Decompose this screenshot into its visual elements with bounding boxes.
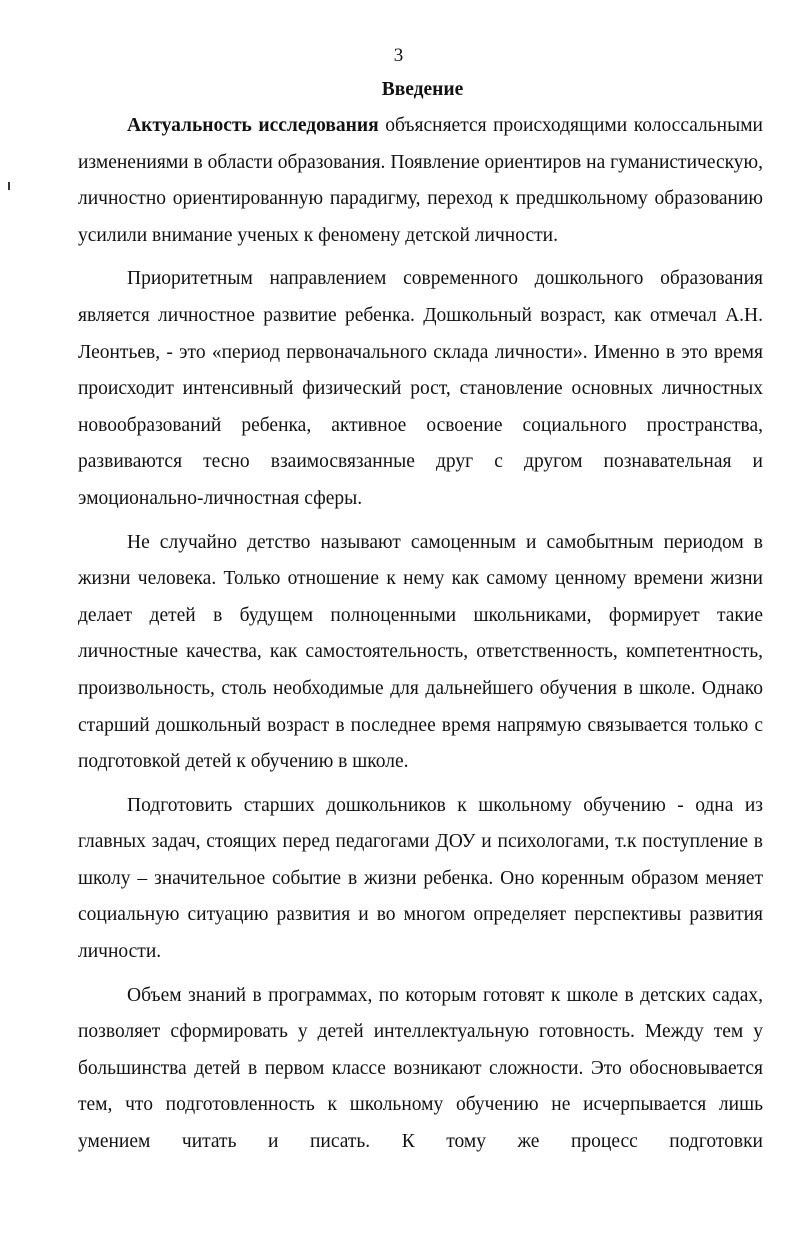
- paragraph-3: Не случайно детство называют самоценным и самобытным периодом в жизни человека. Только отношение к нему как самому ценному времени жизни делает детей в будущем полноценными школьниками, формирует такие личностные качества, как самостоятельность, ответственность, компетентность, произвольность, столь необходимые для дальнейшего обучения в школе. Однако старший дошкольный возраст в последнее время напрямую связывается только с подготовкой детей к обучению в школе.: [78, 531, 763, 773]
- margin-mark: [8, 182, 10, 190]
- paragraph-1: [78, 108, 763, 254]
- paragraph-1-lead: Актуальность исследования: [127, 115, 379, 136]
- page-number: 3: [393, 45, 404, 66]
- section-heading: Введение: [381, 79, 464, 100]
- paragraph-5: Объем знаний в программах, по которым готовят к школе в детских садах, позволяет сформировать у детей интеллектуальную готовность. Между тем у большинства детей в первом классе возникают сложности. Это обосновывается тем, что подготовленность к школьному обучению не исчерпывается лишь умением читать и писать. К тому же процесс подготовки: [78, 984, 763, 1153]
- paragraph-4: Подготовить старших дошкольников к школьному обучению - одна из главных задач, стоящих перед педагогами ДОУ и психологами, т.к поступление в школу – значительное событие в жизни ребенка. Оно коренным образом меняет социальную ситуацию развития и во многом определяет перспективы развития личности.: [78, 794, 763, 963]
- body-text: [78, 108, 763, 1161]
- paragraph-1-text: объясняется происходящими колоссальными изменениями в области образования. Появление ориентиров на гуманистическую, личностно ориентированную парадигму, переход к предшкольному образованию усилили внимание ученых к феномену детской личности.: [78, 115, 763, 246]
- paragraph-2: Приоритетным направлением современного дошкольного образования является личностное развитие ребенка. Дошкольный возраст, как отмечал А.Н. Леонтьев, - это «период первоначального склада личности». Именно в это время происходит интенсивный физический рост, становление основных личностных новообразований ребенка, активное освоение социального пространства, развиваются тесно взаимосвязанные друг с другом познавательная и эмоционально-личностная сферы.: [78, 268, 763, 509]
